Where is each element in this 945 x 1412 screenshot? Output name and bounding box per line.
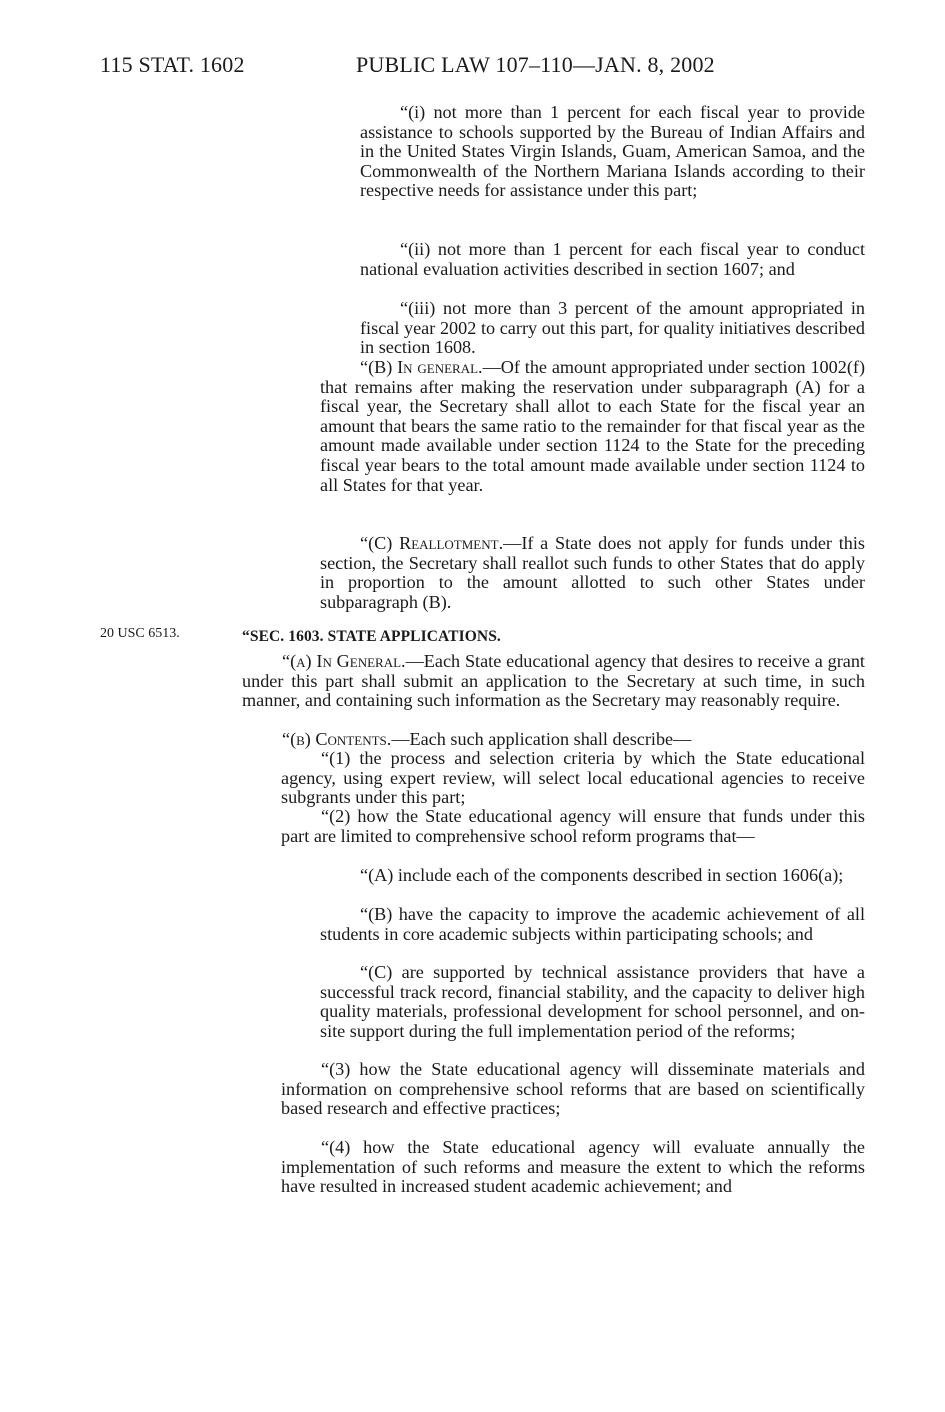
subsection-b-contents-text: —Each such application shall describe— xyxy=(391,729,692,749)
paragraph-a-ii: “(ii) not more than 1 percent for each fiscal year to conduct national evaluation activities described in section 1607; and xyxy=(360,239,865,279)
running-header: PUBLIC LAW 107–110—JAN. 8, 2002 xyxy=(356,52,715,77)
paragraph-b-3: “(3) how the State educational agency will disseminate materials and information on comprehensive school reforms that are based on scientifically based research and effective practices; xyxy=(281,1059,865,1119)
subsection-c-text: —If a State does not apply for funds under this section, the Secretary shall reallot such funds to other States that do apply in proportion to the amount allotted to such other States under subparagraph (B). xyxy=(320,533,865,612)
paragraph-b-2-C: “(C) are supported by technical assistance providers that have a successful track record, financial stability, and the capacity to deliver high quality materials, professional development for school personnel, and on-site support during the full implementation period of the reforms; xyxy=(320,962,865,1041)
paragraph-b-2-A: “(A) include each of the components described in section 1606(a); xyxy=(360,865,844,885)
subsection-c-heading: “(C) Reallotment. xyxy=(360,533,504,553)
paragraph-b-4: “(4) how the State educational agency will evaluate annually the implementation of such reforms and measure the extent to which the reforms have resulted in increased student academic achievement; and xyxy=(281,1137,865,1197)
paragraph-b-1: “(1) the process and selection criteria by which the State educational agency, using expert review, will select local educational agencies to receive subgrants under this part; xyxy=(281,748,865,808)
subsection-a-text: —Each State educational agency that desires to receive a grant under this part shall submit an application to the Secretary at such time, in such manner, and containing such information as the Secretary may reasonably require. xyxy=(242,651,865,711)
subsection-b-text: —Of the amount appropriated under section 1002(f) that remains after making the reservation under subparagraph (A) for a fiscal year, the Secretary shall allot to each State for the fiscal year an amount that bears the same ratio to the remainder for that fiscal year as the amount made available under section 1124 to the State for the preceding fiscal year bears to the total amount made available under section 1124 to all States for that year. xyxy=(320,357,865,495)
subsection-b-contents-heading: “(b) Contents. xyxy=(282,729,392,749)
paragraph-b-2: “(2) how the State educational agency will ensure that funds under this part are limited to comprehensive school reform programs that— xyxy=(281,806,865,846)
paragraph-a-iii: “(iii) not more than 3 percent of the amount appropriated in fiscal year 2002 to carry out this part, for quality initiatives described in section 1608. xyxy=(360,298,865,358)
paragraph-b-2-B: “(B) have the capacity to improve the academic achievement of all students in core academic subjects within participating schools; and xyxy=(320,904,865,944)
paragraph-sec-a xyxy=(242,652,865,711)
subsection-b-heading: “(B) In general. xyxy=(360,357,483,377)
subsection-a-heading: “(a) In General. xyxy=(282,651,406,671)
paragraph-b xyxy=(320,358,865,495)
paragraph-sec-b xyxy=(242,730,865,750)
paragraph-c xyxy=(320,534,865,612)
page-stat-number: 115 STAT. 1602 xyxy=(100,52,245,77)
paragraph-a-i: “(i) not more than 1 percent for each fiscal year to provide assistance to schools supported by the Bureau of Indian Affairs and in the United States Virgin Islands, Guam, American Samoa, and the Commonwealth of the Northern Mariana Islands according to their respective needs for assistance under this part; xyxy=(360,102,865,201)
section-heading xyxy=(242,626,865,647)
section-1603-title: “SEC. 1603. STATE APPLICATIONS. xyxy=(242,628,501,645)
margin-note-usc: 20 USC 6513. xyxy=(100,626,180,641)
